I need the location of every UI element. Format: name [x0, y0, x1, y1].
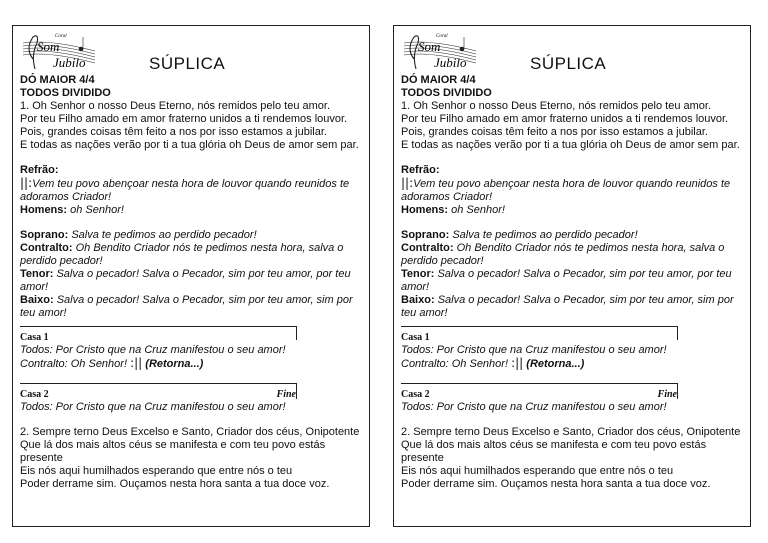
voice-label: Contralto:: [20, 242, 73, 254]
voice-baixo: [401, 294, 747, 320]
casa2-line1: Todos: Por Cristo que na Cruz manifestou o seu amor!: [401, 401, 667, 413]
refrain-text: [401, 177, 747, 204]
verse2-line: Eis nós aqui humilhados esperando que entre nós o teu: [401, 465, 674, 477]
verse2-line: Poder derrame sim. Ouçamos nesta hora santa a tua doce voz.: [20, 478, 330, 490]
casa1-contralto-text: Contralto: Oh Senhor!: [20, 358, 128, 370]
voice-soprano: [20, 229, 366, 242]
song-sheet-left: [12, 25, 370, 527]
voice-text: Salva o pecador! Salva o Pecador, sim por teu amor, sim por teu amor!: [401, 294, 734, 319]
voice-text: Salva te pedimos ao perdido pecador!: [452, 229, 638, 241]
song-content: [20, 74, 366, 491]
coral-som-jubilo-logo: [19, 29, 99, 73]
voice-label: Soprano:: [20, 229, 69, 241]
song-sheet-right: [393, 25, 751, 527]
fine-mark: Fine: [276, 389, 296, 400]
voice-baixo: [20, 294, 366, 320]
voice-contralto: [20, 242, 366, 268]
casa1-line2: [20, 357, 366, 371]
casa2-label: Casa 2: [401, 389, 430, 400]
verse1-line: E todas as nações verão por ti a tua glória oh Deus de amor sem par.: [401, 139, 740, 151]
repeat-end-sign: :||: [511, 356, 524, 370]
refrain-label: Refrão:: [401, 164, 440, 176]
casa1-line1: Todos: Por Cristo que na Cruz manifestou o seu amor!: [401, 344, 667, 356]
homens-text: oh Senhor!: [451, 204, 505, 216]
casa1-label: Casa 1: [20, 332, 49, 343]
verse1-line: E todas as nações verão por ti a tua glória oh Deus de amor sem par.: [20, 139, 359, 151]
casa1-block: [20, 326, 366, 371]
logo-text-jubilo: Jubilo: [53, 55, 86, 70]
voice-label: Baixo:: [401, 294, 435, 306]
voice-label: Tenor:: [401, 268, 435, 280]
casa2-line1: Todos: Por Cristo que na Cruz manifestou o seu amor!: [20, 401, 286, 413]
voice-text: Salva o pecador! Salva o Pecador, sim por teu amor, por teu amor!: [401, 268, 732, 293]
repeat-start-sign: ||:: [20, 176, 33, 190]
song-key: DÓ MAIOR 4/4: [401, 74, 476, 86]
voice-label: Tenor:: [20, 268, 54, 280]
casa1-contralto-text: Contralto: Oh Senhor!: [401, 358, 509, 370]
verse1-line: 1. Oh Senhor o nosso Deus Eterno, nós remidos pelo teu amor.: [401, 100, 712, 112]
refrain-label: Refrão:: [20, 164, 59, 176]
voice-contralto: [401, 242, 747, 268]
verse2-line: 2. Sempre terno Deus Excelso e Santo, Criador dos céus, Onipotente: [20, 426, 360, 438]
voice-text: Oh Bendito Criador nós te pedimos nesta hora, salva o perdido pecador!: [20, 242, 344, 267]
verse1-line: 1. Oh Senhor o nosso Deus Eterno, nós remidos pelo teu amor.: [20, 100, 331, 112]
logo-text-jubilo: Jubilo: [434, 55, 467, 70]
song-mode: TODOS DIVIDIDO: [401, 87, 492, 99]
voice-tenor: [401, 268, 747, 294]
repeat-end-sign: :||: [130, 356, 143, 370]
retorna-text: (Retorna...): [145, 358, 204, 370]
song-title: SÚPLICA: [530, 54, 607, 73]
verse2-line: Que lá dos mais altos céus se manifesta e com teu povo estás presente: [401, 439, 707, 464]
verse2-line: Poder derrame sim. Ouçamos nesta hora santa a tua doce voz.: [401, 478, 711, 490]
voice-text: Salva o pecador! Salva o Pecador, sim por teu amor, por teu amor!: [20, 268, 351, 293]
voice-label: Soprano:: [401, 229, 450, 241]
voice-label: Contralto:: [401, 242, 454, 254]
refrain-text: [20, 177, 366, 204]
casa2-label: Casa 2: [20, 389, 49, 400]
verse1-line: Por teu Filho amado em amor fraterno unidos a ti rendemos louvor.: [401, 113, 729, 125]
voice-text: Salva te pedimos ao perdido pecador!: [71, 229, 257, 241]
casa2-block: [20, 383, 366, 414]
casa1-line1: Todos: Por Cristo que na Cruz manifestou o seu amor!: [20, 344, 286, 356]
voice-soprano: [401, 229, 747, 242]
logo-small-text: Coral: [436, 34, 448, 39]
voice-label: Baixo:: [20, 294, 54, 306]
coral-som-jubilo-logo: [400, 29, 480, 73]
verse2-line: Que lá dos mais altos céus se manifesta e com teu povo estás presente: [20, 439, 326, 464]
fine-mark: Fine: [657, 389, 677, 400]
logo-text-som: Som: [37, 39, 60, 54]
voice-text: Salva o pecador! Salva o Pecador, sim por teu amor, sim por teu amor!: [20, 294, 353, 319]
song-title: SÚPLICA: [149, 54, 226, 73]
verse1-line: Pois, grandes coisas têm feito a nos por isso estamos a jubilar.: [20, 126, 327, 138]
song-mode: TODOS DIVIDIDO: [20, 87, 111, 99]
casa1-block: [401, 326, 747, 371]
verse1-line: Pois, grandes coisas têm feito a nos por isso estamos a jubilar.: [401, 126, 708, 138]
song-key: DÓ MAIOR 4/4: [20, 74, 95, 86]
repeat-start-sign: ||:: [401, 176, 414, 190]
refrain-lyrics: Vem teu povo abençoar nesta hora de louvor quando reunidos te adoramos Criador!: [20, 178, 350, 203]
song-content: [401, 74, 747, 491]
homens-label: Homens:: [20, 204, 68, 216]
retorna-text: (Retorna...): [526, 358, 585, 370]
verse2-line: 2. Sempre terno Deus Excelso e Santo, Criador dos céus, Onipotente: [401, 426, 741, 438]
casa1-line2: [401, 357, 747, 371]
verse1-line: Por teu Filho amado em amor fraterno unidos a ti rendemos louvor.: [20, 113, 348, 125]
voice-tenor: [20, 268, 366, 294]
refrain-lyrics: Vem teu povo abençoar nesta hora de louvor quando reunidos te adoramos Criador!: [401, 178, 731, 203]
casa1-label: Casa 1: [401, 332, 430, 343]
homens-label: Homens:: [401, 204, 449, 216]
logo-small-text: Coral: [55, 34, 67, 39]
logo-text-som: Som: [418, 39, 441, 54]
voice-text: Oh Bendito Criador nós te pedimos nesta hora, salva o perdido pecador!: [401, 242, 725, 267]
homens-text: oh Senhor!: [70, 204, 124, 216]
verse2-line: Eis nós aqui humilhados esperando que entre nós o teu: [20, 465, 293, 477]
casa2-block: [401, 383, 747, 414]
